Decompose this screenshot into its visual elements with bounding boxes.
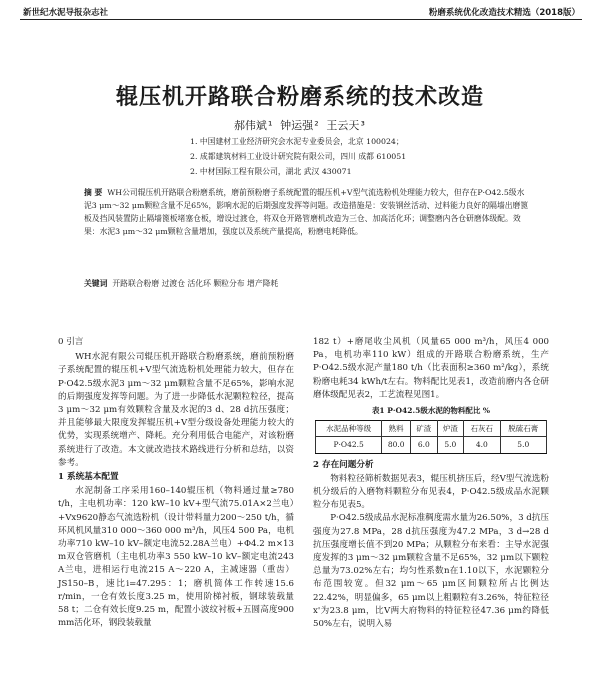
table-1-cell: 5.0	[500, 437, 546, 453]
table-1-cell: 4.0	[464, 437, 500, 453]
section-1-heading: 1 系统基本配置	[58, 472, 119, 483]
table-1-header-cell: 石灰石	[464, 421, 500, 437]
abstract-text: WH公司辊压机开路联合粉磨系统，磨前预粉磨子系统配置的辊压机+V型气流选粉机处理能力较大，但存在P·O42.5级水泥3 μm～32 μm颗粒含量不足65%，影响水泥的后期强度发挥等问题。改造措施是：安装钢丝活动、过料能力良好的隔墙出磨篦板及挡风装置防止隔墙篦板堵塞仓板，增设过渡仓，将双仓开路管磨机改造为三仓、加高活化环；调整磨内各仓研磨体级配。效果：水泥3 μm～32 μm颗粒含量增加，强度以及系统产量提高，粉磨电耗降低。	[84, 188, 529, 236]
running-header-collection: 粉磨系统优化改造技术精选（2018版）	[428, 8, 580, 18]
table-1-header-cell: 脱硫石膏	[500, 421, 546, 437]
table-1	[315, 420, 547, 453]
abstract-label: 摘 要	[84, 188, 103, 197]
keywords-text: 开路联合粉磨 过渡仓 活化环 颗粒分布 增产降耗	[112, 279, 279, 288]
table-1-cell: P·O42.5	[316, 437, 382, 453]
abstract	[84, 186, 532, 238]
table-1-caption: 表1 P·O42.5级水泥的物料配比 %	[371, 406, 491, 416]
section-2-heading: 2 存在问题分析	[313, 459, 374, 470]
table-row	[316, 437, 547, 453]
running-header-journal: 新世纪水泥导报杂志社	[23, 8, 109, 18]
table-1-header-cell: 熟料	[382, 421, 411, 437]
affiliation-1: 1. 中国建材工业经济研究会水泥专业委员会，北京 100024；	[190, 137, 404, 146]
table-1-cell: 5.0	[437, 437, 464, 453]
keywords	[84, 278, 532, 290]
section-0-heading: 0 引言	[58, 337, 84, 347]
table-1-cell: 80.0	[382, 437, 411, 453]
table-1-header-cell: 矿渣	[411, 421, 438, 437]
article-authors: 郝伟斌¹ 钟运强² 王云天³	[233, 119, 367, 132]
left-column	[58, 336, 294, 630]
affiliation-3: 2. 中材国际工程有限公司，湖北 武汉 430071	[190, 167, 352, 176]
table-1-header-cell: 水泥品种等级	[316, 421, 382, 437]
affiliation-2: 2. 成都建筑材料工业设计研究院有限公司，四川 成都 610051	[190, 152, 407, 161]
section-2-paragraph-1: 物料粒径筛析数据见表3，辊压机挤压后，经V型气流选粉机分级后的入磨物料颗粒分布见表4，P·O42.5级成品水泥颗粒分布见表5。	[313, 473, 549, 511]
header-rule	[20, 19, 582, 20]
section-1-paragraph: 水泥制备工序采用160–140辊压机（物料通过量≥780 t/h，主电机功率：120 kW–10 kV+型气流75.01A×2兰电）+Vx9620静态气流选粉机（设计带料量力200～250 t/h，循环风机风量310 000～360 000 m³/h，风压4 500 Pa，电机功率710 kW–10 kV–额定电流52.28A兰电）+Φ4.2 m×13 m双仓管磨机（主电机功率3 550 kW–10 kV–额定电流243 A兰电，进相运行电流215 A～220 A，主减速器（重齿）JS150–B，速比i=47.295：1；磨机简体工作转速15.6 r/min，一仓有效长度3.25 m，使用阶梯衬板，钢球装载量58 t；二仓有效长度9.25 m，配置小波纹衬板+五圆高度900 mm活化环，钢段装载量	[58, 486, 294, 629]
section-0-paragraph: WH水泥有限公司辊压机开路联合粉磨系统，磨前预粉磨子系统配置的辊压机+V型气流选粉机处理能力较大，但存在P·O42.5级水泥3 μm～32 μm颗粒含量不足65%，影响水泥的后期强度发挥等问题。为了进一步降低水泥颗粒粒径，提高3 μm～32 μm有效颗粒含量及水泥的3 d、28 d抗压强度；并且能够最大限度发挥辊压机+V型分级设备处理能力较大的优势，实现系统增产、降耗。充分利用低合电能产，对该粉磨系统进行了改造。本文就改造技术路线进行分析和总结，以资参考。	[58, 352, 294, 468]
right-column	[313, 336, 549, 631]
section-2-paragraph-2: P·O42.5级成品水泥标准稠度需水量为26.50%，3 d抗压强度为27.8 MPa，28 d抗压强度为47.2 MPa，3 d→28 d抗压强度增长值不到20 MPa；从颗粒分布来看：主导水泥强度发挥的3 μm～32 μm颗粒含量不足65%，32 μm以下颗粒总量为73.02%左右；均匀性系数n在1.10以下，水泥颗粒分布范围较宽。但32 μm～65 μm区间颗粒所占比例达22.42%，明显偏多，65 μm以上粗颗粒有3.26%，特征粒径x'为23.8 μm，比V两大府物料的特征粒径47.36 μm约降低50%左右，说明入易	[313, 513, 549, 630]
continued-paragraph: 182 t）+磨尾收尘风机（风量65 000 m³/h，风压4 000 Pa，电机功率110 kW）组成的开路联合粉磨系统，生产P·O42.5级水泥产量180 t/h（比表面积≥360 m²/kg），系统粉磨电耗34 kWh/t左右。物料配比见表1，改造前磨内各仓研磨体级配见表2，工艺流程见图1。	[313, 337, 549, 400]
table-1-cell: 6.0	[411, 437, 438, 453]
keywords-label: 关键词	[84, 279, 108, 288]
article-title: 辊压机开路联合粉磨系统的技术改造	[115, 85, 484, 110]
table-1-header-cell: 炉渣	[437, 421, 464, 437]
